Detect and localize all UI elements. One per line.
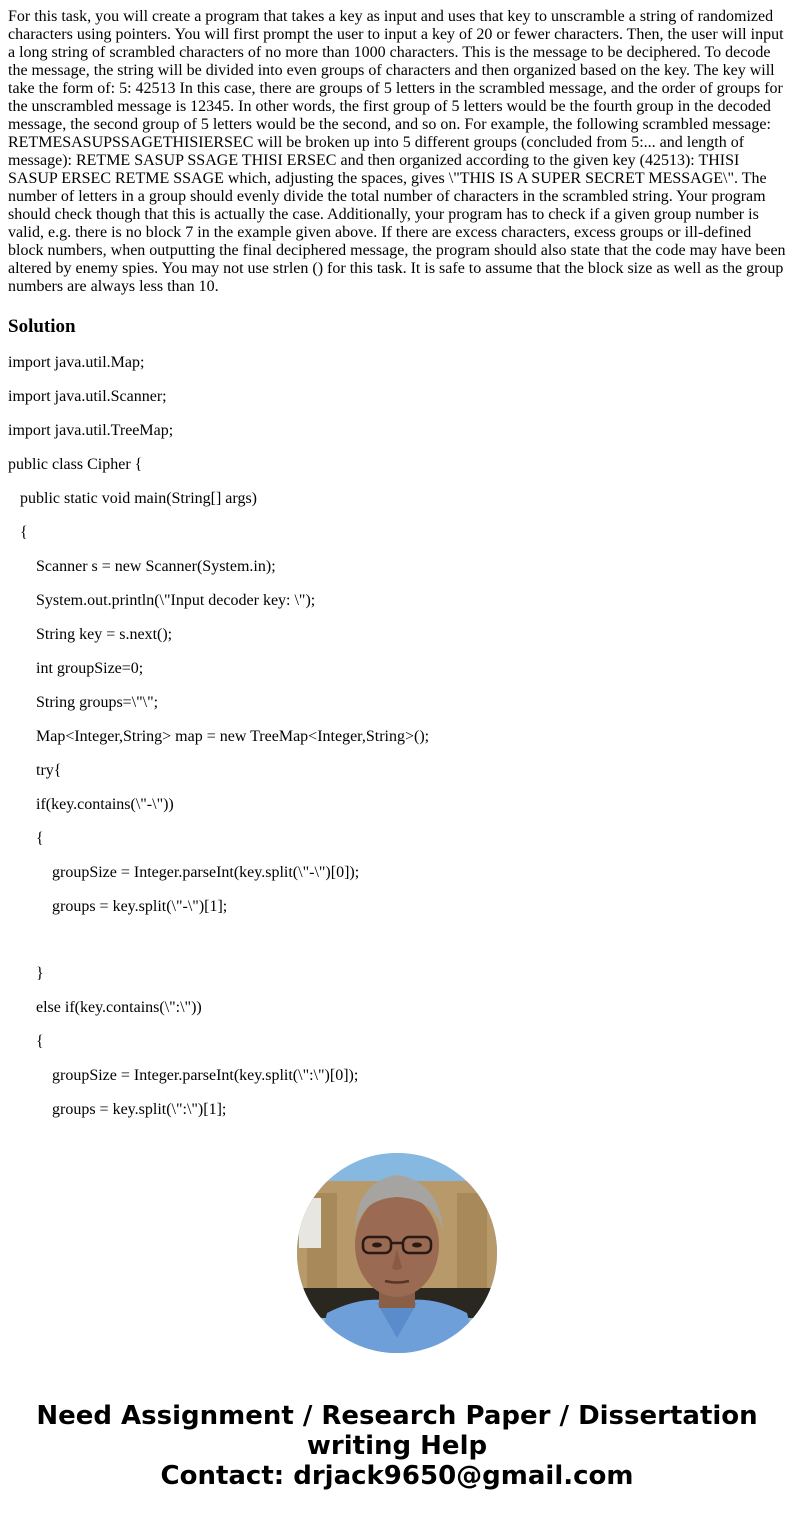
code-line: {	[36, 830, 44, 847]
avatar-container	[8, 1153, 786, 1353]
solution-code	[8, 354, 786, 1135]
code-line-blank	[8, 932, 786, 965]
code-line: try{	[36, 762, 62, 779]
promo-line: Need Assignment / Research Paper / Dissertation	[36, 1401, 758, 1431]
code-line: public class Cipher {	[8, 456, 143, 473]
code-line: import java.util.TreeMap;	[8, 422, 174, 439]
avatar	[297, 1153, 497, 1353]
code-line: groups = key.split(\":\")[1];	[52, 1101, 227, 1118]
code-line: String groups=\"\";	[36, 694, 159, 711]
code-line: if(key.contains(\"-\"))	[36, 796, 174, 813]
code-line: {	[20, 524, 28, 541]
solution-heading: Solution	[8, 316, 76, 337]
code-line: String key = s.next();	[36, 626, 173, 643]
code-line: Map<Integer,String> map = new TreeMap<Integer,String>();	[36, 728, 430, 745]
code-line: System.out.println(\"Input decoder key: \");	[36, 592, 316, 609]
code-line: groupSize = Integer.parseInt(key.split(\"-\")[0]);	[52, 864, 360, 881]
code-line: public static void main(String[] args)	[20, 490, 257, 507]
code-line: import java.util.Map;	[8, 354, 145, 371]
promo-line: writing Help	[306, 1431, 488, 1461]
code-line: else if(key.contains(\":\"))	[36, 999, 202, 1016]
code-line: groups = key.split(\"-\")[1];	[52, 898, 228, 915]
code-line: groupSize = Integer.parseInt(key.split(\":\")[0]);	[52, 1067, 359, 1084]
promo-banner	[8, 1401, 786, 1521]
code-line: {	[36, 1033, 44, 1050]
code-line: int groupSize=0;	[36, 660, 144, 677]
code-line: }	[36, 965, 44, 982]
code-line: Scanner s = new Scanner(System.in);	[36, 558, 276, 575]
question-text: For this task, you will create a program that takes a key as input and uses that key to unscramble a string of randomized characters using pointers. You will first prompt the user to input a key of 20 or fewer characters. Then, the user will input a long string of scrambled characters of no more than 1000 characters. This is the message to be deciphered. To decode the message, the string will be divided into even groups of characters and then organized based on the key. The key will take the form of: 5: 42513 In this case, there are groups of 5 letters in the scrambled message, and the order of groups for the unscrambled message is 12345. In other words, the first group of 5 letters would be the fourth group in the decoded message, the second group of 5 letters would be the second, and so on. For example, the following scrambled message: RETMESASUPSSAGETHISIERSEC will be broken up into 5 different groups (concluded from 5:... and length of message): RETME SASUP SSAGE THISI ERSEC and then organized according to the given key (42513): THISI SASUP ERSEC RETME SSAGE which, adjusting the spaces, gives \"THIS IS A SUPER SECRET MESSAGE\". The number of letters in a group should evenly divide the total number of characters in the scrambled string. Your program should check though that this is actually the case. Additionally, your program has to check if a given group number is valid, e.g. there is no block 7 in the example given above. If there are excess characters, excess groups or ill-defined block numbers, when outputting the final deciphered message, the program should also state that the code may have been altered by enemy spies. You may not use strlen () for this task. It is safe to assume that the block size as well as the group numbers are always less than 10.	[8, 8, 786, 295]
code-line: import java.util.Scanner;	[8, 388, 167, 405]
promo-contact: Contact: drjack9650@gmail.com	[160, 1461, 634, 1491]
person-photo-icon	[297, 1153, 497, 1353]
